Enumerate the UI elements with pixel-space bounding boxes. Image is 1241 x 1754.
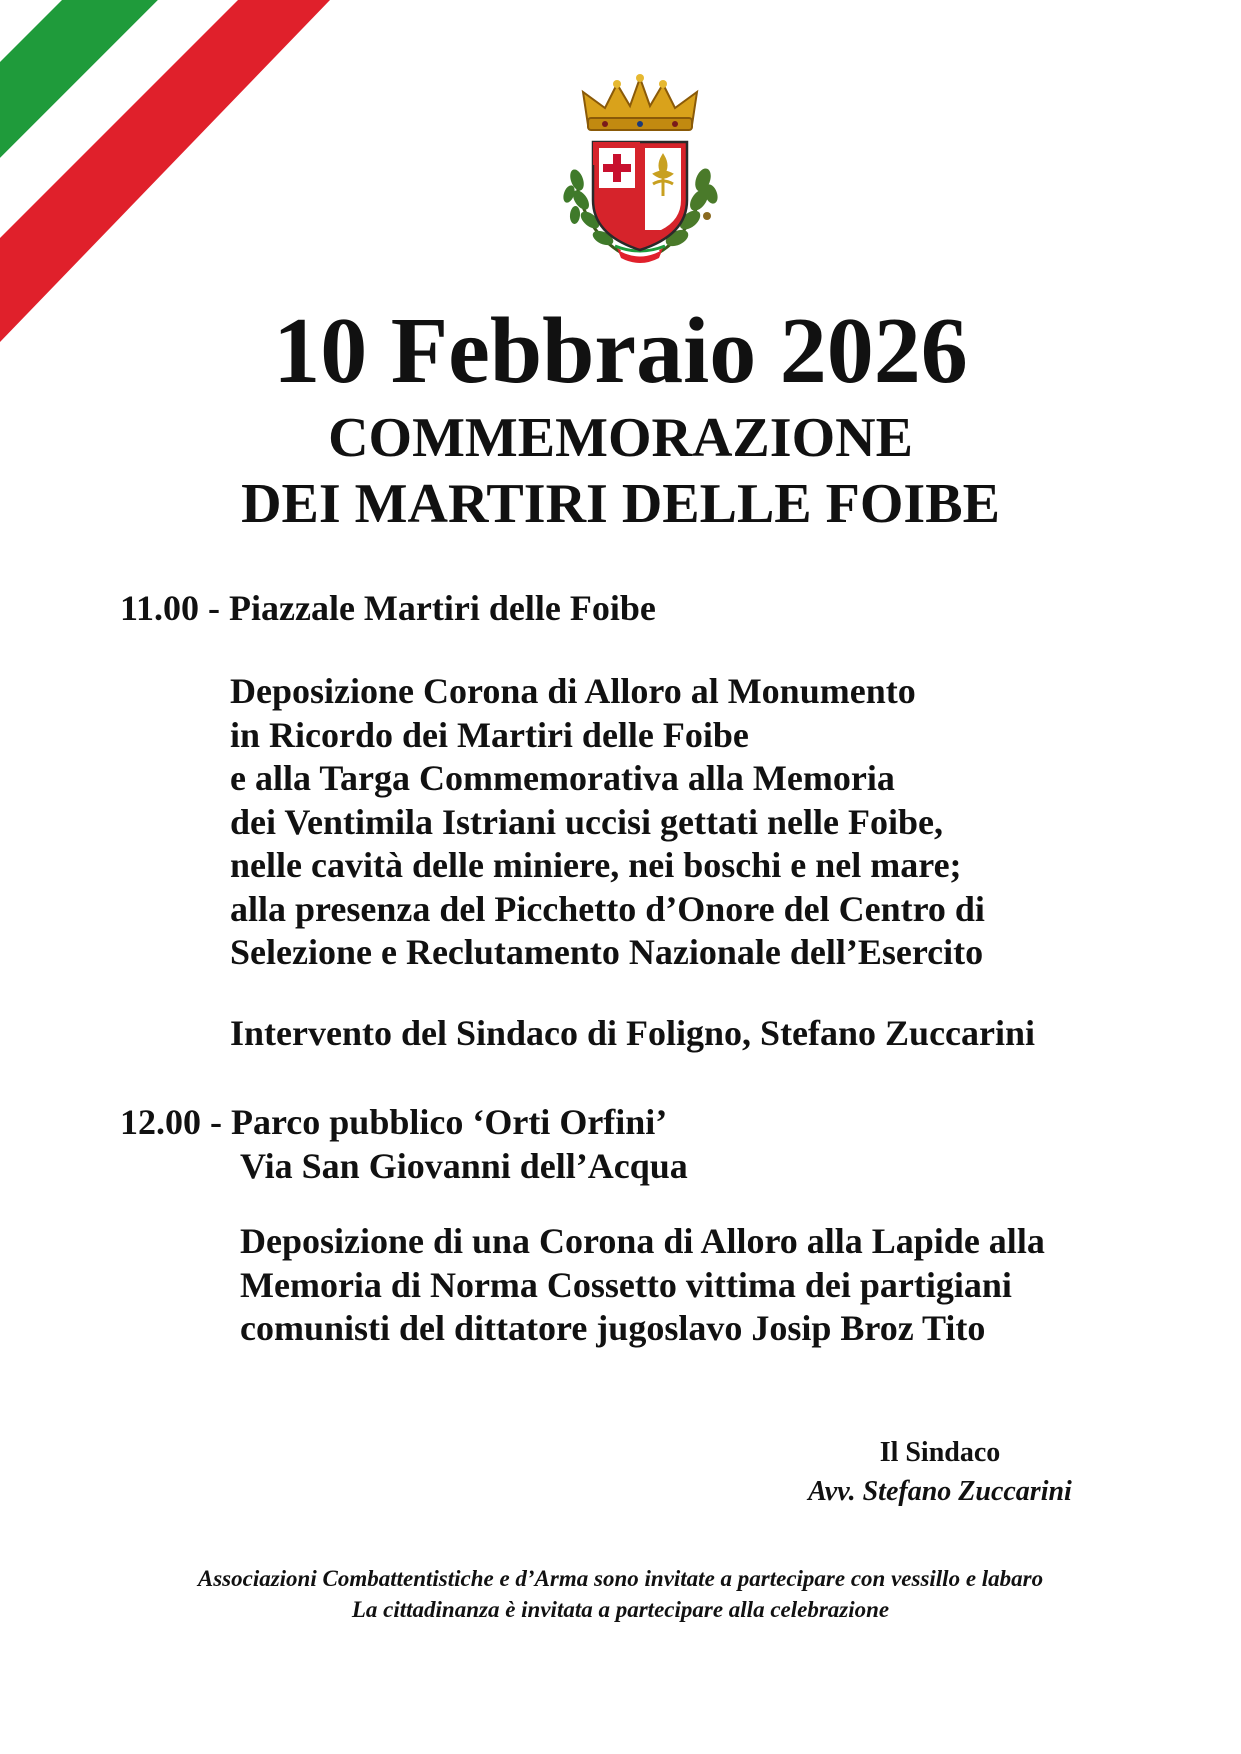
event2-line: Memoria di Norma Cossetto vittima dei partigiani — [240, 1264, 1012, 1305]
event2-description — [240, 1220, 1045, 1351]
event2-line: Deposizione di una Corona di Alloro alla Lapide alla — [240, 1221, 1045, 1261]
subtitle-line-1: COMMEMORAZIONE — [328, 407, 913, 469]
event1-time-place: 11.00 - Piazzale Martiri delle Foibe — [120, 588, 656, 628]
event1-line: Selezione e Reclutamento Nazionale dell’Esercito — [230, 932, 984, 972]
commemoration-title — [0, 405, 1241, 537]
event2-time-place: 12.00 - Parco pubblico ‘Orti Orfini’ — [120, 1102, 668, 1142]
event1-line: e alla Targa Commemorativa alla Memoria — [230, 758, 895, 798]
crown-icon — [583, 74, 697, 130]
subtitle-line-2: DEI MARTIRI DELLE FOIBE — [241, 473, 1000, 535]
event-date-title: 10 Febbraio 2026 — [273, 299, 968, 403]
event1-description — [230, 670, 985, 975]
signature-name: Avv. Stefano Zuccarini — [808, 1476, 1072, 1507]
shield-icon — [593, 142, 687, 250]
mayor-intervention: Intervento del Sindaco di Foligno, Stefano Zuccarini — [230, 1013, 1036, 1053]
footer-associations-note: Associazioni Combattentistiche e d’Arma sono invitate a partecipare con vessillo e labaro — [197, 1566, 1044, 1591]
footer-citizens-note: La cittadinanza è invitata a partecipare alla celebrazione — [351, 1597, 890, 1622]
event1-line: nelle cavità delle miniere, nei boschi e nel mare; — [230, 845, 962, 885]
event1-line: alla presenza del Picchetto d’Onore del Centro di — [230, 888, 985, 929]
event2-line: comunisti del dittatore jugoslavo Josip Broz Tito — [240, 1308, 986, 1348]
signature-role: Il Sindaco — [879, 1437, 1001, 1468]
event1-line: in Ricordo dei Martiri delle Foibe — [230, 714, 749, 755]
event1-line: dei Ventimila Istriani uccisi gettati nelle Foibe, — [230, 801, 943, 842]
coat-of-arms-icon — [555, 70, 725, 265]
event2-address: Via San Giovanni dell’Acqua — [240, 1146, 688, 1186]
event1-line: Deposizione Corona di Alloro al Monumento — [230, 671, 916, 711]
